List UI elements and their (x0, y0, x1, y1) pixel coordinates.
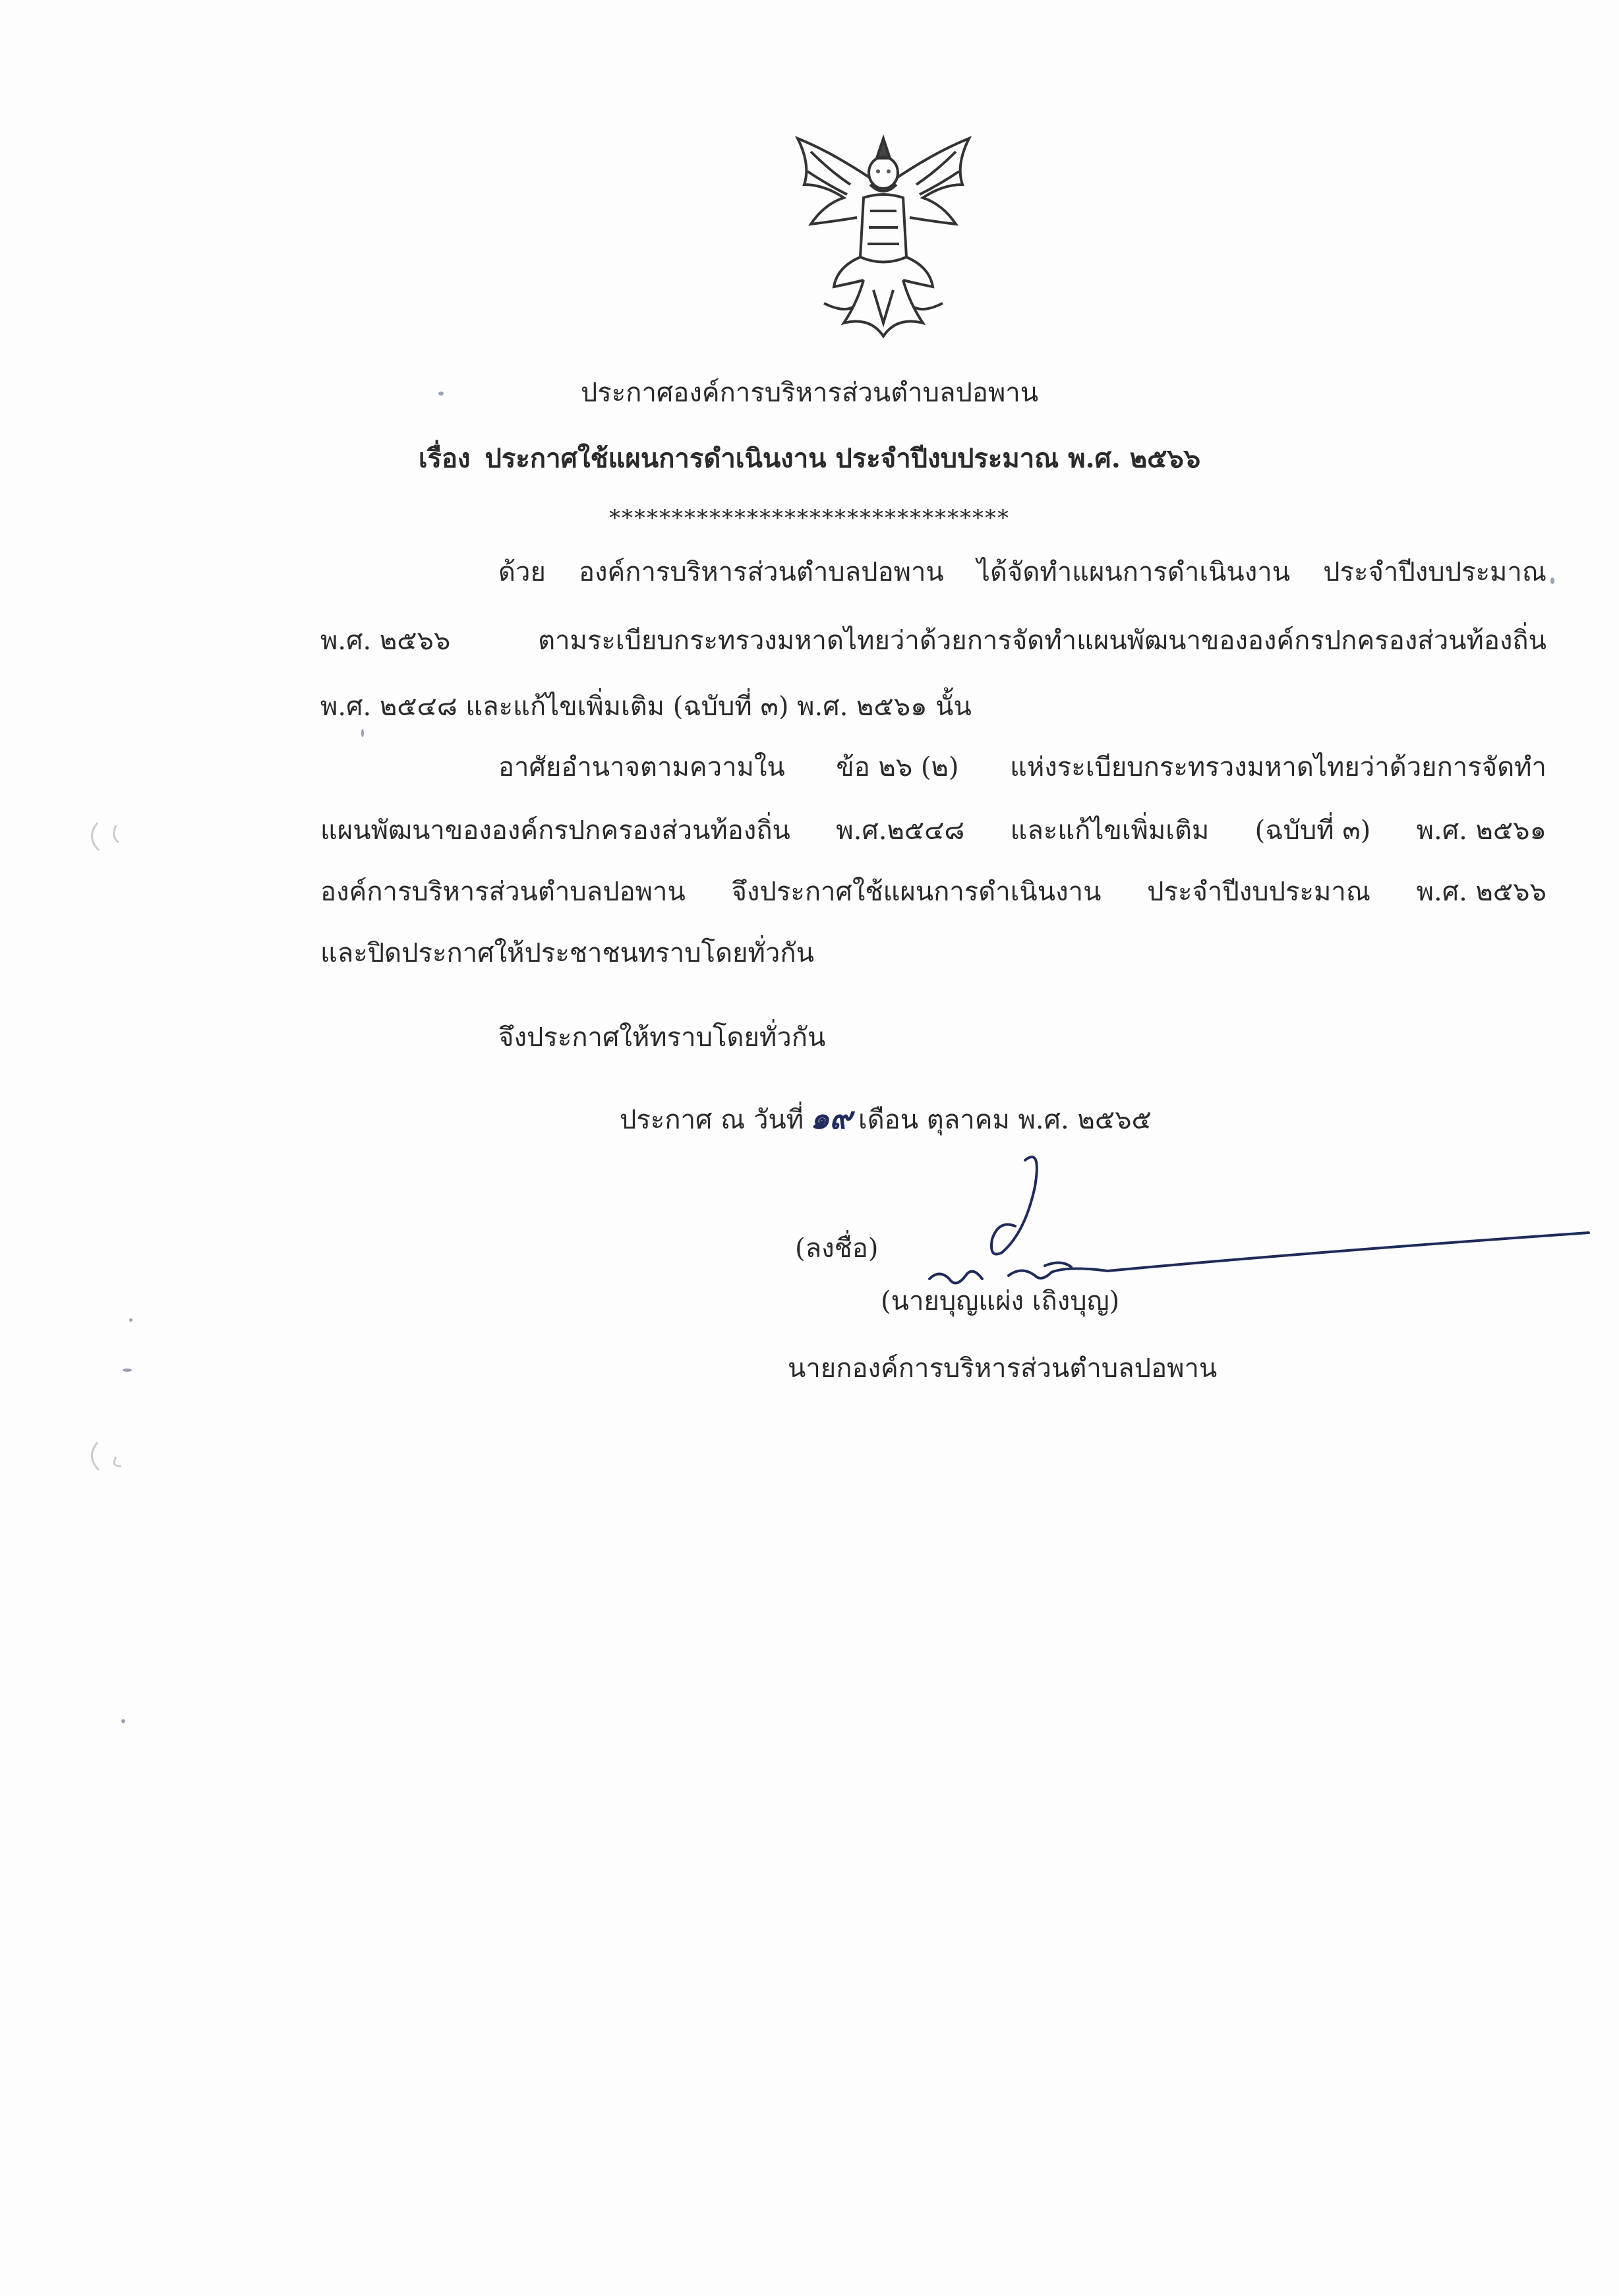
punch-hole-icon (84, 1437, 124, 1477)
punch-hole-icon (84, 817, 124, 857)
subject-label: เรื่อง (418, 443, 471, 474)
paragraph-1-line-1 (498, 554, 1546, 591)
signature-label: (ลงชื่อ) (795, 1233, 879, 1264)
text-fragment: (ฉบับที่ ๓) (1254, 815, 1371, 846)
paragraph-2-line-4: และปิดประกาศให้ประชาชนทราบโดยทั่วกัน (320, 938, 814, 968)
paper-speck (123, 1369, 132, 1372)
text-fragment: ด้วย (498, 557, 546, 587)
text-fragment: ตามระเบียบกระทรวงมหาดไทยว่าด้วยการจัดทำแผนพัฒนาขององค์กรปกครองส่วนท้องถิ่น (538, 626, 1546, 656)
text-fragment: อาศัยอำนาจตามความใน (498, 752, 785, 782)
text-fragment: พ.ศ. ๒๕๖๑ (1416, 815, 1546, 846)
text-fragment: ประจำปีงบประมาณ (1147, 877, 1370, 907)
date-day: ๑๙ (810, 1100, 852, 1136)
paper-speck (129, 1318, 132, 1322)
text-fragment: และแก้ไขเพิ่มเติม (1010, 815, 1210, 846)
closing-statement: จึงประกาศให้ทราบโดยทั่วกัน (498, 1022, 826, 1053)
text-fragment: จึงประกาศใช้แผนการดำเนินงาน (731, 877, 1102, 907)
paper-speck (121, 1719, 125, 1723)
date-prefix: ประกาศ ณ วันที่ (620, 1105, 804, 1135)
paragraph-1-line-3: พ.ศ. ๒๕๔๘ และแก้ไขเพิ่มเติม (ฉบับที่ ๓) พ.ศ. ๒๕๖๑ นั้น (320, 692, 972, 722)
paper-speck (438, 392, 444, 396)
text-fragment: พ.ศ. ๒๕๖๖ (320, 626, 451, 656)
garuda-emblem-icon (771, 125, 995, 349)
text-fragment: ข้อ ๒๖ (๒) (836, 752, 959, 782)
separator-line: ******************************** (609, 505, 1010, 531)
paragraph-2-line-2 (320, 812, 1546, 849)
text-fragment: แผนพัฒนาขององค์กรปกครองส่วนท้องถิ่น (320, 815, 790, 846)
text-fragment: ได้จัดทำแผนการดำเนินงาน (976, 557, 1291, 587)
text-fragment: พ.ศ.๒๕๔๘ (836, 815, 965, 846)
subject-text: ประกาศใช้แผนการดำเนินงาน ประจำปีงบประมาณ พ.ศ. ๒๕๖๖ (485, 443, 1201, 474)
signatory-name: (นายบุญแผ่ง เถิงบุญ) (881, 1286, 1120, 1316)
text-fragment: องค์การบริหารส่วนตำบลปอพาน (578, 557, 944, 587)
announcement-title: ประกาศองค์การบริหารส่วนตำบลปอพาน (580, 378, 1039, 408)
paragraph-2-line-3 (320, 873, 1546, 910)
text-fragment: องค์การบริหารส่วนตำบลปอพาน (320, 877, 686, 907)
paragraph-2-line-1 (498, 749, 1546, 786)
text-fragment: แห่งระเบียบกระทรวงมหาดไทยว่าด้วยการจัดทำ (1010, 752, 1546, 782)
paper-speck (361, 729, 364, 737)
paragraph-1-line-2 (320, 622, 1546, 659)
paper-speck (1550, 577, 1554, 584)
handwritten-signature (910, 1147, 1595, 1305)
text-fragment: พ.ศ. ๒๕๖๖ (1416, 877, 1546, 907)
text-fragment: ประจำปีงบประมาณ (1323, 557, 1546, 587)
announcement-subject (0, 440, 1619, 477)
signatory-position: นายกองค์การบริหารส่วนตำบลปอพาน (788, 1353, 1218, 1384)
announcement-date (620, 1100, 1152, 1138)
date-suffix: เดือน ตุลาคม พ.ศ. ๒๕๖๕ (858, 1105, 1152, 1135)
